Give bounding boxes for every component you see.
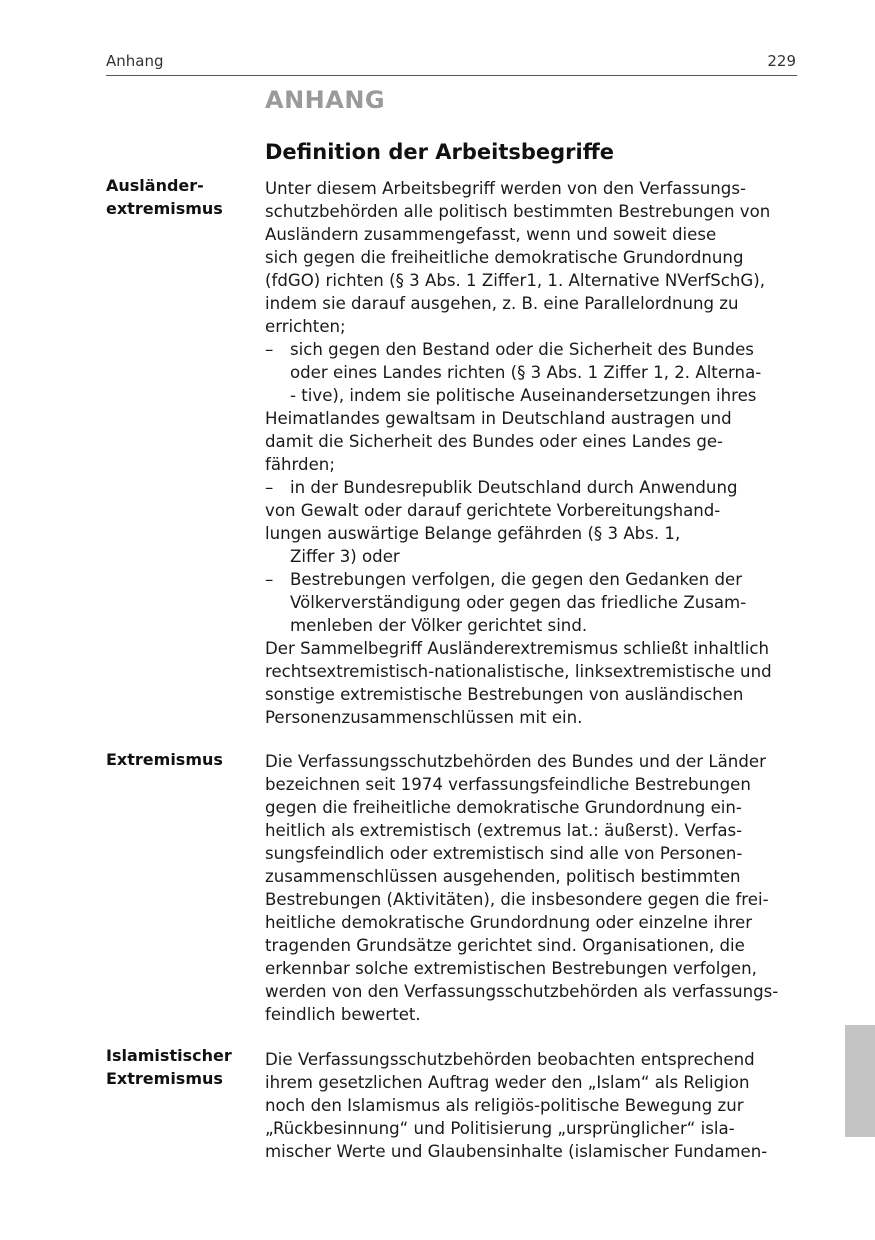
text-line: Die Verfassungsschutzbehörden beobachten entsprechend — [265, 1050, 755, 1069]
term-line: Extremismus — [106, 1069, 223, 1088]
text-line: Bestrebungen (Aktivitäten), die insbesondere gegen die frei- — [265, 890, 769, 909]
text-line: Heimatlandes gewaltsam in Deutschland austragen und — [265, 409, 732, 428]
text-line: fährden; — [265, 455, 335, 474]
text-line: gegen die freiheitliche demokratische Grundordnung ein- — [265, 798, 742, 817]
text-line: menleben der Völker gerichtet sind. — [290, 616, 588, 635]
text-line: errichten; — [265, 317, 346, 336]
text-line: in der Bundesrepublik Deutschland durch Anwendung — [290, 478, 738, 497]
dash-bullet: – — [265, 340, 274, 359]
dash-bullet: – — [265, 478, 274, 497]
text-line: heitliche demokratische Grundordnung oder einzelne ihrer — [265, 913, 753, 932]
text-line: heitlich als extremistisch (extremus lat.: äußerst). Verfas- — [265, 821, 743, 840]
text-line: tragenden Grundsätze gerichtet sind. Organisationen, die — [265, 936, 745, 955]
chapter-thumb-tab — [845, 1025, 875, 1137]
text-line: sich gegen die freiheitliche demokratische Grundordnung — [265, 248, 744, 267]
text-line: rechtsextremistisch-nationalistische, linksextremistische und — [265, 662, 772, 681]
section-title: ANHANG — [265, 86, 386, 114]
term-auslaenderextremismus — [106, 174, 256, 220]
text-line: (fdGO) richten (§ 3 Abs. 1 Ziffer1, 1. Alternative NVerfSchG), — [265, 271, 765, 290]
text-line: oder eines Landes richten (§ 3 Abs. 1 Ziffer 1, 2. Alterna- — [290, 363, 762, 382]
page-number: 229 — [767, 52, 796, 70]
page-heading: Definition der Arbeitsbegriffe — [265, 140, 614, 164]
definition-auslaenderextremismus — [265, 177, 800, 729]
definition-extremismus — [265, 750, 800, 1026]
term-line: Extremismus — [106, 750, 223, 769]
term-line: extremismus — [106, 199, 223, 218]
text-line: - tive), indem sie politische Auseinandersetzungen ihres — [290, 386, 757, 405]
list-item — [265, 476, 800, 499]
text-line: damit die Sicherheit des Bundes oder eines Landes ge- — [265, 432, 724, 451]
text-line: lungen auswärtige Belange gefährden (§ 3 Abs. 1, — [265, 524, 681, 543]
text-line: sich gegen den Bestand oder die Sicherheit des Bundes — [290, 340, 754, 359]
header-divider — [106, 75, 797, 76]
list-item — [265, 568, 800, 591]
text-line: bezeichnen seit 1974 verfassungsfeindliche Bestrebungen — [265, 775, 751, 794]
text-line: feindlich bewertet. — [265, 1005, 421, 1024]
list-item — [265, 338, 800, 361]
text-line: sonstige extremistische Bestrebungen von ausländischen — [265, 685, 744, 704]
text-line: schutzbehörden alle politisch bestimmten Bestrebungen von — [265, 202, 771, 221]
text-line: Ziffer 3) oder — [290, 547, 400, 566]
text-line: werden von den Verfassungsschutzbehörden als verfassungs- — [265, 982, 779, 1001]
text-line: ihrem gesetzlichen Auftrag weder den „Islam“ als Religion — [265, 1073, 750, 1092]
term-line: Islamistischer — [106, 1046, 232, 1065]
term-islamistischer-extremismus — [106, 1044, 256, 1090]
text-line: Die Verfassungsschutzbehörden des Bundes und der Länder — [265, 752, 766, 771]
text-line: von Gewalt oder darauf gerichtete Vorbereitungshand- — [265, 501, 721, 520]
text-line: Bestrebungen verfolgen, die gegen den Gedanken der — [290, 570, 743, 589]
text-line: „Rückbesinnung“ und Politisierung „ursprünglicher“ isla- — [265, 1119, 735, 1138]
text-line: mischer Werte und Glaubensinhalte (islamischer Fundamen- — [265, 1142, 768, 1161]
dash-bullet: – — [265, 570, 274, 589]
running-header-label: Anhang — [106, 52, 164, 70]
text-line: noch den Islamismus als religiös-politische Bewegung zur — [265, 1096, 744, 1115]
text-line: Der Sammelbegriff Ausländerextremismus schließt inhaltlich — [265, 639, 770, 658]
text-line: indem sie darauf ausgehen, z. B. eine Parallelordnung zu — [265, 294, 739, 313]
text-line: Völkerverständigung oder gegen das friedliche Zusam- — [290, 593, 747, 612]
text-line: zusammenschlüssen ausgehenden, politisch bestimmten — [265, 867, 741, 886]
definition-islamistischer-extremismus — [265, 1048, 800, 1163]
text-line: sungsfeindlich oder extremistisch sind alle von Personen- — [265, 844, 743, 863]
text-line: Personenzusammenschlüssen mit ein. — [265, 708, 583, 727]
text-line: erkennbar solche extremistischen Bestrebungen verfolgen, — [265, 959, 757, 978]
term-extremismus — [106, 748, 256, 771]
text-line: Ausländern zusammengefasst, wenn und soweit diese — [265, 225, 717, 244]
term-line: Ausländer- — [106, 176, 204, 195]
text-line: Unter diesem Arbeitsbegriff werden von den Verfassungs- — [265, 179, 746, 198]
